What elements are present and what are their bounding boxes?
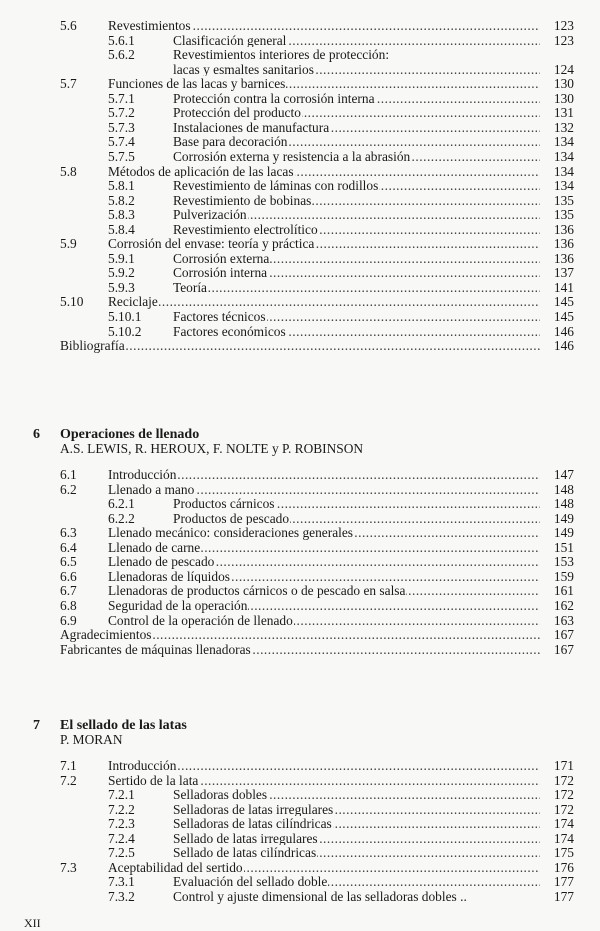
toc-entry-title [173,47,540,62]
toc-entry-page: 147 [553,467,574,482]
toc-entry-title [108,583,540,598]
toc-entry-page: 130 [553,90,574,106]
toc-entry-title [108,164,540,179]
toc-entry-number: 5.6.1 [108,32,135,48]
toc-entry-number: 5.7.3 [108,119,135,135]
toc-entry-number: 5.9.1 [108,250,135,266]
toc-entry-page: 132 [553,119,574,135]
toc-entry-title [108,18,540,33]
toc-entry-number: 5.9.3 [108,279,135,295]
toc-entry-page: 159 [553,568,574,584]
toc-entry-number: 5.8 [60,163,77,179]
toc-entry-number: 5.9 [60,236,77,252]
toc-entry [0,207,600,222]
toc-entry-title [108,758,540,773]
toc-entry [0,569,600,584]
toc-entry-title-text: Revestimiento de bobinas [173,192,312,208]
toc-entry-title-text: Control y ajuste dimensional de las selladoras dobles .. [173,888,467,904]
toc-entry-title-text: Llenado de pescado [108,554,215,570]
toc-entry-page: 167 [553,641,574,657]
toc-entry-title-text: Factores económicos [173,323,286,339]
toc-entry-page: 162 [553,597,574,613]
toc-entry-number: 5.10.2 [108,323,142,339]
toc-entry [0,178,600,193]
chapter-number: 6 [33,427,40,442]
toc-entry-page: 172 [553,801,574,817]
toc-entry-title [60,642,540,657]
toc-entry-number: 5.6 [60,18,77,33]
toc-entry-title-text: Protección del producto [173,105,301,121]
toc-entry-title [108,613,540,628]
toc-entry-title [173,62,540,77]
toc-entry-title-text: Sertido de la lata [108,772,199,788]
toc-entry [0,511,600,526]
toc-entry [0,18,600,33]
toc-entry [0,525,600,540]
toc-entry-page: 134 [553,134,574,150]
toc-entry-number: 6.8 [60,597,77,613]
toc-entry [0,642,600,657]
toc-entry-number: 5.7.1 [108,90,135,106]
toc-entry-number: 6.7 [60,583,77,599]
toc-entry-number: 7.2.2 [108,801,135,817]
toc-entry-page: 172 [553,772,574,788]
toc-entry-number: 6.2.2 [108,510,135,526]
toc-entry-title [108,525,540,540]
toc-entry-title [108,540,540,555]
toc-entry-title [173,816,540,831]
toc-entry-title-text: Sellado de latas irregulares [173,830,318,846]
toc-entry-title [173,831,540,846]
toc-entry [0,134,600,149]
toc-entry-title [173,149,540,164]
toc-entry-page: 174 [553,816,574,832]
toc-entry-page: 134 [553,178,574,194]
toc-entry-title-text: Llenado de carne [108,539,201,555]
toc-entry-number: 7.3.2 [108,888,135,904]
toc-entry [0,120,600,135]
toc-entry-title-text: Teoría [173,279,208,295]
toc-entry-page: 146 [553,338,574,354]
toc-entry-title [173,33,540,48]
toc-entry-title-text: Corrosión externa [173,250,270,266]
toc-entry-page: 136 [553,250,574,266]
toc-entry [0,324,600,339]
toc-entry-page: 176 [553,859,574,875]
toc-entry [0,251,600,266]
toc-entry-title [173,874,540,889]
toc-entry-title-text: Productos de pescado [173,510,290,526]
toc-entry-title-text: Pulverización [173,207,247,223]
toc-entry-title-text: Funciones de las lacas y barnices [108,76,286,92]
toc-entry-title-text: Llenadoras de líquidos [108,568,230,584]
toc-entry [0,62,600,77]
toc-entry-page: 163 [553,612,574,628]
toc-entry [0,540,600,555]
toc-entry-number: 7.2.3 [108,816,135,832]
toc-entry-title [173,787,540,802]
toc-entry-title-text: Revestimiento electrolítico [173,221,318,237]
toc-entry-title [108,598,540,613]
toc-entry-title [173,91,540,106]
toc-entry-number: 5.7.4 [108,134,135,150]
toc-entry-page: 167 [553,627,574,643]
toc-entry-title-text: Evaluación del sellado doble [173,874,328,890]
toc-entry-page: 161 [553,583,574,599]
toc-entry-title-text: Agradecimientos [60,627,152,643]
toc-entry-title [173,178,540,193]
toc-entry-page: 148 [553,496,574,512]
toc-entry-title [108,76,540,91]
toc-entry-title-text: Base para decoración [173,134,288,150]
toc-entry-title-text: Corrosión externa y resistencia a la abrasión [173,148,411,164]
toc-entry-page: 146 [553,323,574,339]
toc-entry-title-text: Reciclaje [108,294,158,310]
toc-entry-title-text: Revestimientos interiores de protección: [173,47,390,63]
toc-entry-title-text: Aceptabilidad del sertido [108,859,243,875]
page-footer-number: XII [24,916,41,930]
toc-entry-page: 136 [553,236,574,252]
chapter-authors: A.S. LEWIS, R. HEROUX, F. NOLTE y P. ROBINSON [60,441,364,456]
toc-entry-page: 149 [553,525,574,541]
toc-entry [0,773,600,788]
toc-entry-title-text: Selladoras dobles [173,787,268,803]
toc-entry-title-text: Introducción [108,758,177,773]
toc-entry-title-text: Llenadoras de productos cárnicos o de pescado en salsa [108,583,406,599]
toc-entry-title [60,627,540,642]
toc-entry [0,554,600,569]
toc-entry [0,149,600,164]
toc-entry-number: 5.9.2 [108,265,135,281]
toc-entry-page: 148 [553,481,574,497]
toc-entry-title [173,511,540,526]
toc-entry-number: 6.2 [60,481,77,497]
toc-entry-title-text: Llenado mecánico: consideraciones generales [108,525,354,541]
toc-entry-number: 6.3 [60,525,77,541]
toc-entry-page: 149 [553,510,574,526]
toc-entry-title-text: Control de la operación de llenado [108,612,293,628]
toc-entry [0,222,600,237]
toc-entry-title-text: Revestimientos [108,18,191,33]
toc-entry-number: 7.1 [60,758,77,773]
toc-entry [0,236,600,251]
toc-entry-title [173,134,540,149]
toc-entry-page: 124 [553,61,574,77]
toc-entry-title-text: Llenado a mano [108,481,195,497]
toc-entry-title [108,569,540,584]
toc-entry-page: 175 [553,845,574,861]
toc-entry-title [173,496,540,511]
toc-entry-page: 135 [553,192,574,208]
toc-entry [0,816,600,831]
toc-entry-title [173,265,540,280]
toc-entry-title-text: Clasificación general [173,32,287,48]
toc-entry [0,482,600,497]
toc-entry-title-text: Instalaciones de manufactura [173,119,330,135]
toc-entry-number: 7.3.1 [108,874,135,890]
toc-entry-title [173,309,540,324]
toc-entry-number: 5.8.3 [108,207,135,223]
chapter-number: 7 [33,718,40,733]
toc-entry-title [108,236,540,251]
toc-entry-page: 145 [553,309,574,324]
toc-entry-number: 6.6 [60,568,77,584]
toc-entry-page: 137 [553,265,574,281]
toc-entry-title-text: Productos cárnicos [173,496,275,512]
toc-entry-title [108,773,540,788]
toc-entry-title [173,889,540,904]
toc-entry-number: 5.7 [60,76,77,92]
toc-entry-number: 5.6.2 [108,47,135,63]
toc-entry-number: 5.8.2 [108,192,135,208]
toc-entry [0,467,600,482]
chapter-authors: P. MORAN [60,732,123,747]
toc-entry-page: 174 [553,830,574,846]
toc-entry-page: 177 [553,888,574,904]
toc-entry [0,613,600,628]
toc-entry [0,758,600,773]
toc-entry-title [173,105,540,120]
toc-entry-page: 135 [553,207,574,223]
toc-entry-number: 6.5 [60,554,77,570]
toc-entry [0,76,600,91]
toc-entry-title-text: Factores técnicos [173,309,266,324]
toc-entry [0,845,600,860]
toc-entry [0,164,600,179]
toc-entry-number: 6.4 [60,539,77,555]
toc-entry-number: 5.10 [60,294,84,310]
chapter-title: El sellado de las latas [60,718,187,733]
toc-entry-page: 141 [553,279,574,295]
toc-entry-page: 177 [553,874,574,890]
toc-entry [0,105,600,120]
toc-entry-page: 123 [553,32,574,48]
toc-entry-page: 123 [553,18,574,33]
toc-entry-page: 134 [553,163,574,179]
toc-entry-title [173,280,540,295]
toc-entry [0,193,600,208]
toc-entry-title-text: Corrosión del envase: teoría y práctica [108,236,315,252]
toc-entry-title [173,207,540,222]
toc-entry-title [173,222,540,237]
toc-entry-title [173,193,540,208]
toc-entry-page: 145 [553,294,574,310]
toc-entry-number: 7.3 [60,859,77,875]
toc-entry [0,265,600,280]
chapter-title: Operaciones de llenado [60,427,200,442]
toc-entry-number: 7.2.5 [108,845,135,861]
toc-entry-title [173,251,540,266]
toc-entry [0,802,600,817]
toc-entry-title [173,845,540,860]
toc-entry-title-text: Selladoras de latas cilíndricas [173,816,332,832]
toc-entry [0,598,600,613]
toc-entry-title-text: lacas y esmaltes sanitarios [173,61,314,77]
toc-entry-number: 6.2.1 [108,496,135,512]
toc-entry [0,91,600,106]
toc-entry-page: 130 [553,76,574,92]
toc-entry-title [108,294,540,309]
toc-entry-title-text: Sellado de latas cilíndricas [173,845,317,861]
toc-entry-title [173,324,540,339]
toc-entry-title [173,802,540,817]
toc-entry [0,309,600,324]
toc-entry [0,496,600,511]
toc-entry [0,874,600,889]
toc-entry-page: 136 [553,221,574,237]
toc-entry [0,860,600,875]
toc-entry [0,33,600,48]
toc-entry-title-text: Seguridad de la operación [108,597,248,613]
toc-entry-number: 5.8.4 [108,221,135,237]
toc-entry-page: 171 [553,758,574,773]
toc-entry-title [173,120,540,135]
toc-entry-title-text: Fabricantes de máquinas llenadoras [60,641,251,657]
toc-entry-title-text: Revestimiento de láminas con rodillos [173,178,379,194]
toc-entry-page: 134 [553,148,574,164]
toc-entry-page: 153 [553,554,574,570]
toc-entry [0,338,600,353]
toc-entry-title-text: Protección contra la corrosión interna [173,90,375,106]
toc-entry [0,47,600,62]
toc-entry-title-text: Corrosión interna [173,265,268,281]
toc-entry-title [108,482,540,497]
toc-entry-number: 5.10.1 [108,309,142,324]
toc-entry-number: 6.1 [60,467,77,482]
toc-entry [0,627,600,642]
toc-entry-page: 172 [553,787,574,803]
toc-entry-page: 131 [553,105,574,121]
toc-entry-title-text: Introducción [108,467,177,482]
toc-entry-number: 5.7.5 [108,148,135,164]
toc-entry-number: 5.8.1 [108,178,135,194]
toc-entry [0,583,600,598]
toc-entry-number: 5.7.2 [108,105,135,121]
toc-entry [0,280,600,295]
toc-entry-title [60,338,540,353]
toc-entry-title-text: Métodos de aplicación de las lacas [108,163,294,179]
toc-entry-page: 151 [553,539,574,555]
toc-entry-number: 6.9 [60,612,77,628]
toc-entry-title [108,467,540,482]
toc-entry [0,889,600,904]
toc-entry [0,787,600,802]
toc-entry-number: 7.2 [60,772,77,788]
toc-entry-number: 7.2.4 [108,830,135,846]
toc-entry [0,294,600,309]
toc-entry-title [108,860,540,875]
toc-entry-number: 7.2.1 [108,787,135,803]
toc-entry-title-text: Bibliografía [60,338,125,354]
toc-entry-title [108,554,540,569]
toc-entry-title-text: Selladoras de latas irregulares [173,801,334,817]
toc-entry [0,831,600,846]
